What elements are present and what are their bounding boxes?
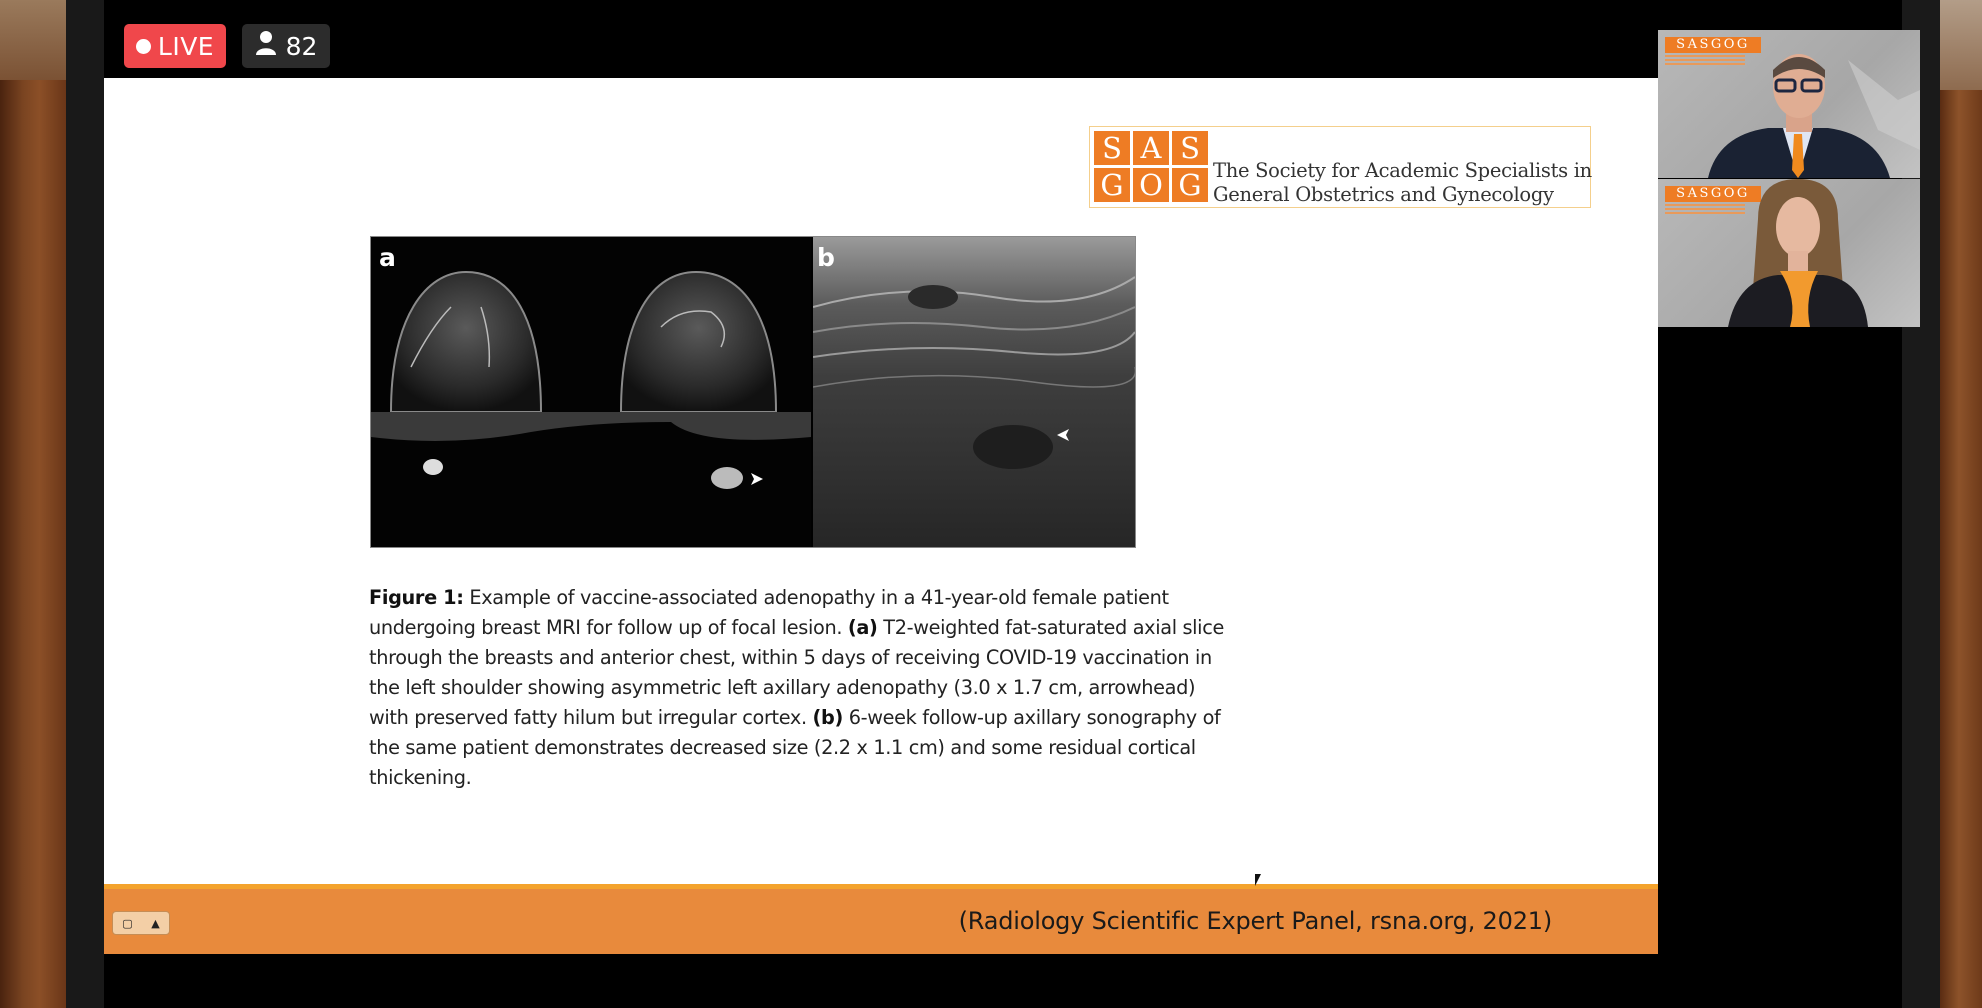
logo-letter: G xyxy=(1094,168,1130,202)
viewer-count: 82 xyxy=(285,31,318,61)
logo-society-name xyxy=(1213,159,1592,207)
logo-letter: A xyxy=(1133,131,1169,165)
caption-text-1: Example of vaccine-associated adenopathy in a 41-year-old female patient undergoing breast MRI for follow up of focal lesion. xyxy=(369,586,1169,639)
mouse-cursor-icon xyxy=(1255,874,1261,886)
viewer-person-icon xyxy=(255,30,277,62)
logo-letter: O xyxy=(1133,168,1169,202)
slide-screen-icon[interactable]: ▢ xyxy=(122,916,133,930)
caption-text-3: 6-week follow-up axillary sonography of the same patient demonstrates decreased size (2.2 x 1.1 cm) and some residual cortical thickening. xyxy=(369,706,1221,789)
speaker-video-tile-2[interactable] xyxy=(1658,179,1920,327)
tile-logo-name: SASGOG xyxy=(1665,37,1761,53)
panel-a-label: a xyxy=(379,243,396,272)
mri-panel xyxy=(371,237,811,547)
live-badge xyxy=(124,24,226,68)
logo-name-line-1: The Society for Academic Specialists in xyxy=(1213,159,1592,182)
mri-image xyxy=(371,237,811,547)
background-wall-right xyxy=(1940,0,1982,1008)
live-label: LIVE xyxy=(157,31,215,61)
caption-part-a-label: (a) xyxy=(847,616,878,639)
sasgog-logo xyxy=(1089,126,1591,208)
background-wall-left xyxy=(0,0,66,1008)
record-dot-icon xyxy=(136,39,151,54)
slide-controls-icon[interactable] xyxy=(112,911,170,935)
logo-letter: S xyxy=(1172,131,1208,165)
caption-figure-label: Figure 1: xyxy=(369,586,464,609)
logo-letter-grid xyxy=(1094,131,1212,203)
medical-figure xyxy=(370,236,1136,548)
ultrasound-panel xyxy=(813,237,1135,547)
logo-letter: G xyxy=(1172,168,1208,202)
male-speaker-video xyxy=(1698,30,1920,178)
ultrasound-image xyxy=(813,237,1135,547)
slide-menu-arrow-icon[interactable]: ▲ xyxy=(151,916,160,930)
slide-citation: (Radiology Scientific Expert Panel, rsna.org, 2021) xyxy=(958,907,1552,935)
presentation-slide xyxy=(104,78,1658,954)
female-speaker-video xyxy=(1728,179,1898,327)
logo-name-line-2: General Obstetrics and Gynecology xyxy=(1213,183,1554,206)
panel-b-label: b xyxy=(817,243,835,272)
viewer-count-badge[interactable] xyxy=(242,24,330,68)
logo-letter: S xyxy=(1094,131,1130,165)
figure-caption xyxy=(369,583,1229,793)
tile-logo-name: SASGOG xyxy=(1665,186,1761,202)
speaker-video-tile-1[interactable] xyxy=(1658,30,1920,178)
caption-part-b-label: (b) xyxy=(812,706,843,729)
slide-footer-bar xyxy=(104,884,1658,954)
frame-edge-left xyxy=(66,0,104,1008)
caption-text-2: T2-weighted fat-saturated axial slice through the breasts and anterior chest, within 5 days of receiving COVID-19 vaccination in the left shoulder showing asymmetric left axillary adenopathy (3.0 x 1.7 cm, arrowhead) with preserved fatty hilum but irregular cortex. xyxy=(369,616,1224,729)
